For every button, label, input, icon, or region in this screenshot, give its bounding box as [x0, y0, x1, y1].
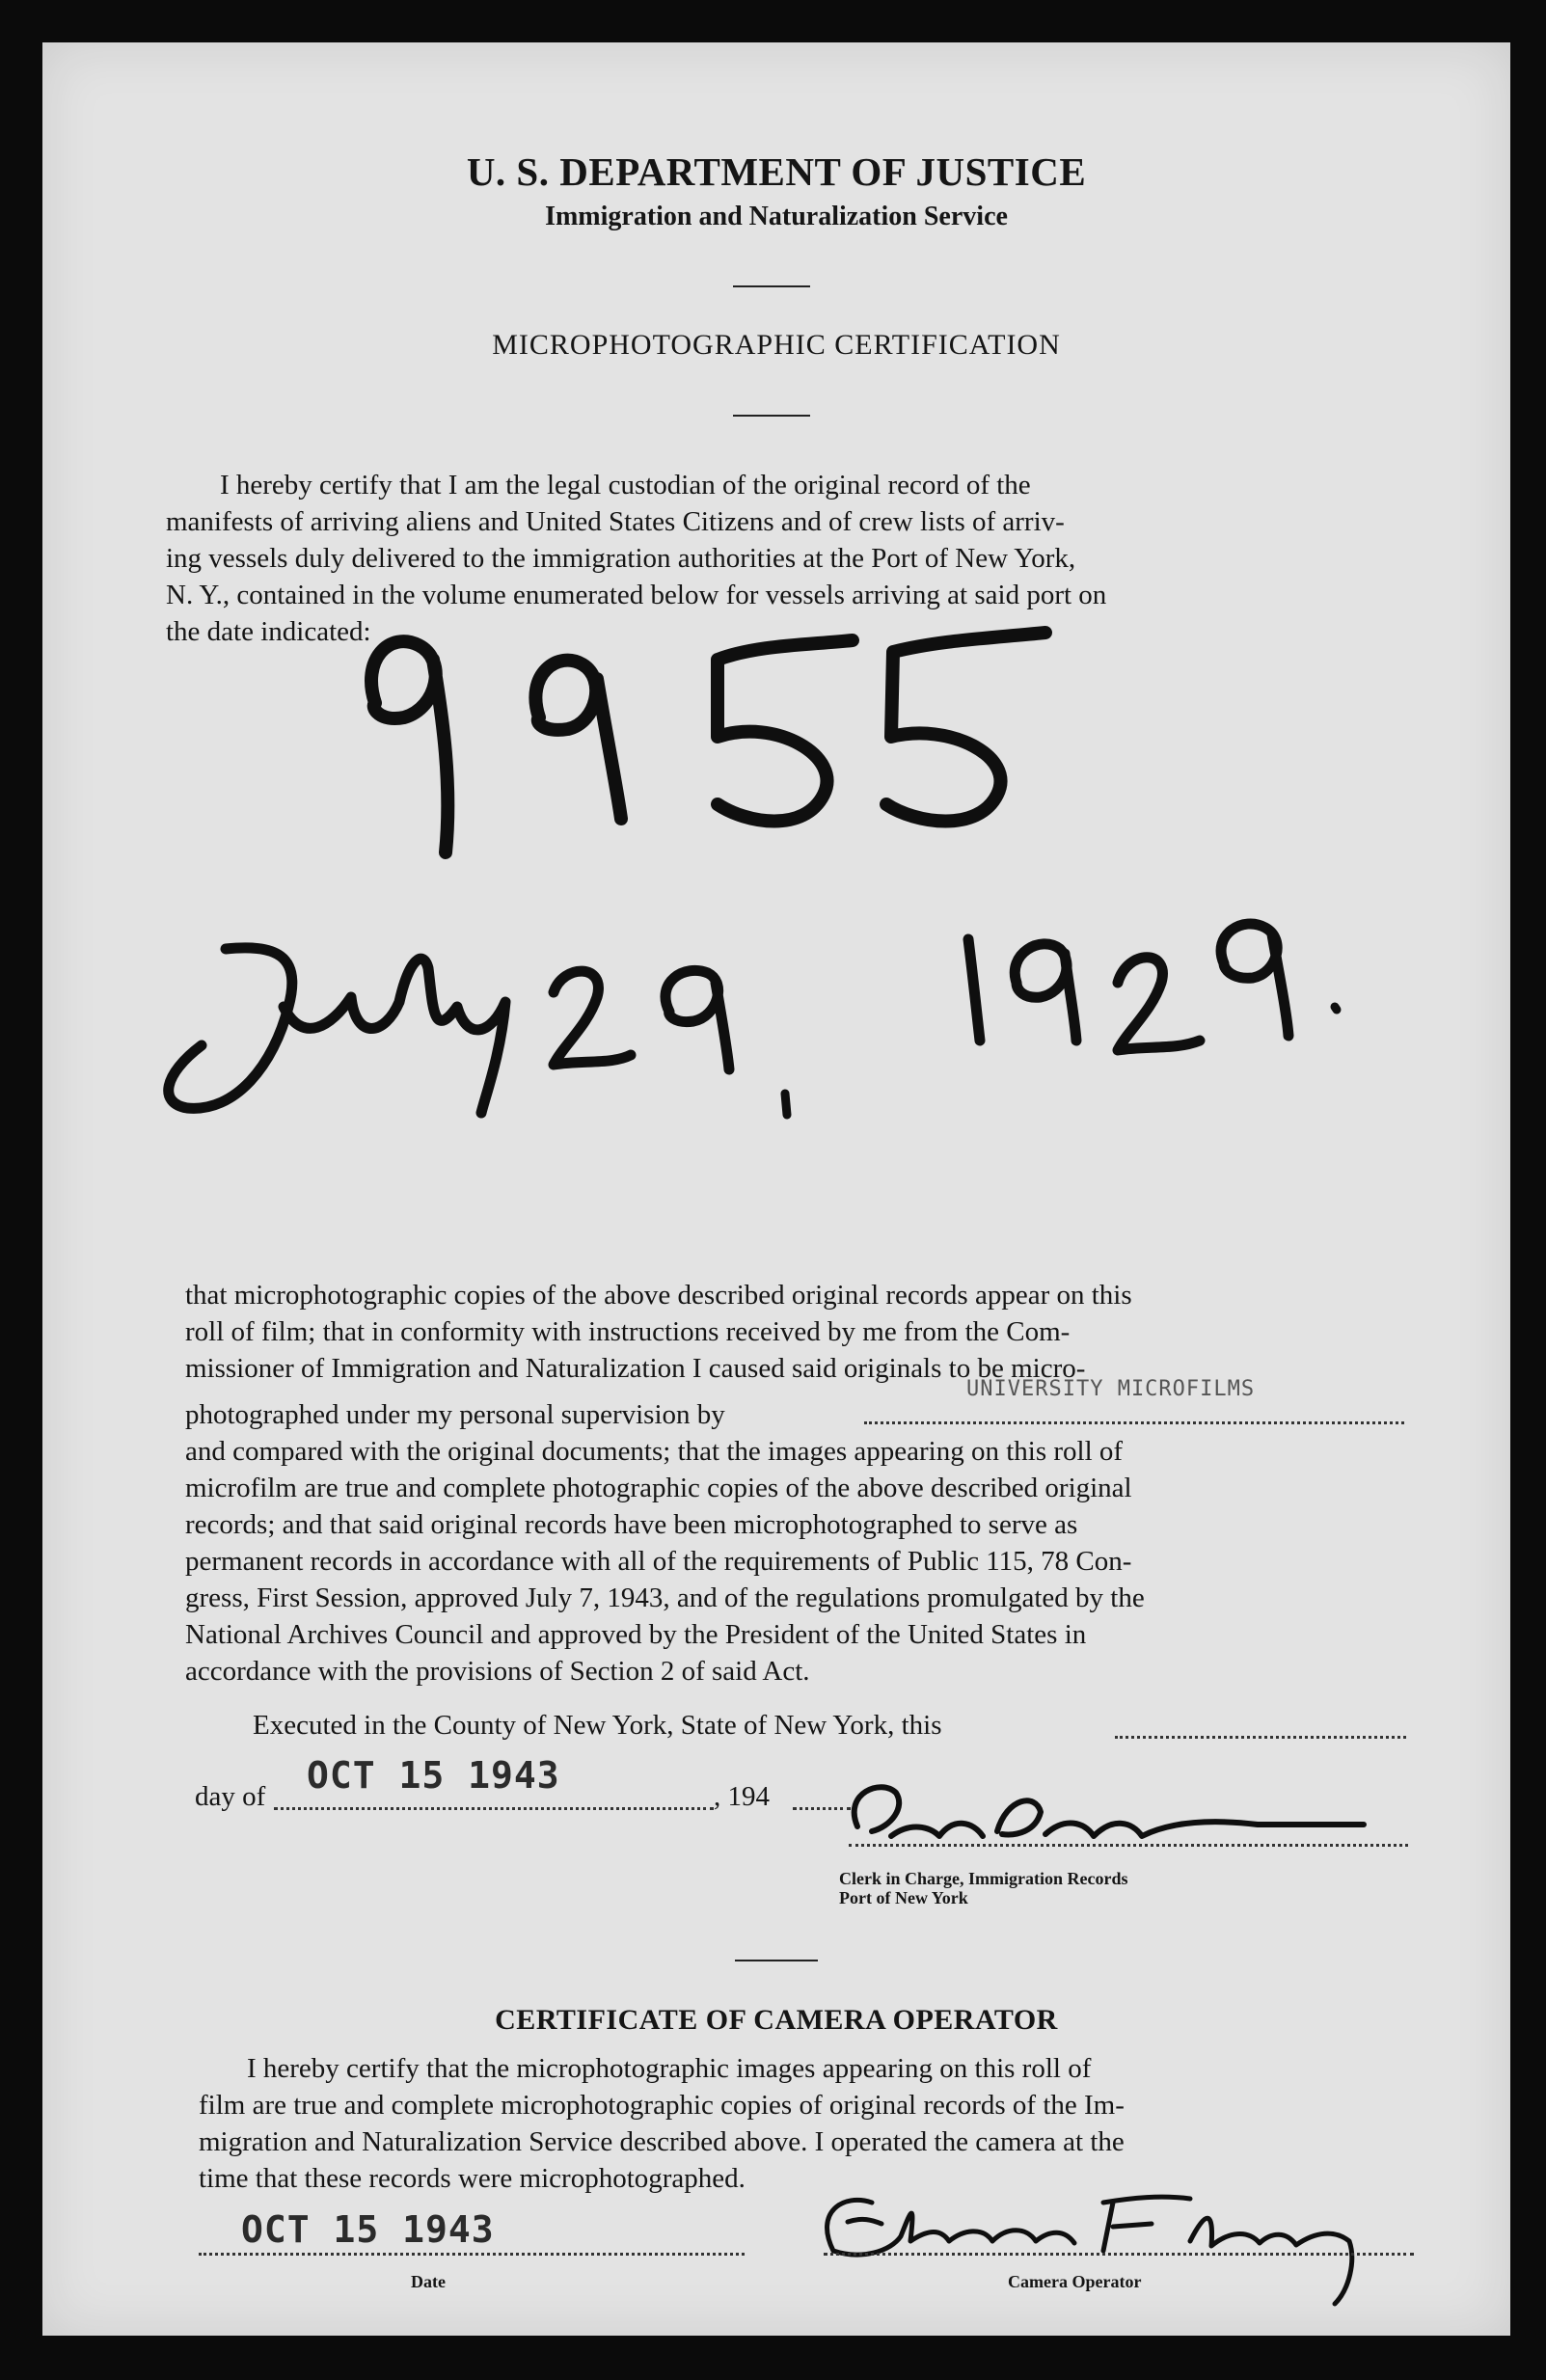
department-title: U. S. DEPARTMENT OF JUSTICE: [466, 149, 1087, 194]
body-line: accordance with the provisions of Section 2 of said Act.: [185, 1656, 810, 1687]
camera-date-label: Date: [411, 2272, 446, 2291]
cert-line: ing vessels duly delivered to the immigration authorities at the Port of New York,: [166, 543, 1076, 574]
cert-line: manifests of arriving aliens and United States Citizens and of crew lists of arriv-: [166, 506, 1065, 537]
body-line: gress, First Session, approved July 7, 1943, and of the regulations promulgated by the: [185, 1582, 1145, 1613]
camera-line: film are true and complete microphotographic copies of original records of the Im-: [199, 2090, 1125, 2121]
cert-line: N. Y., contained in the volume enumerated below for vessels arriving at said port on: [166, 580, 1107, 610]
certificate-sheet: [42, 42, 1510, 2336]
body-line: roll of film; that in conformity with instructions received by me from the Com-: [185, 1316, 1071, 1347]
body-line: records; and that said original records have been microphotographed to serve as: [185, 1509, 1078, 1540]
camera-line: migration and Naturalization Service described above. I operated the camera at the: [199, 2126, 1125, 2157]
operator-signature-line: [824, 2253, 1414, 2256]
year-prefix: , 194: [714, 1781, 770, 1812]
clerk-port: Port of New York: [839, 1888, 968, 1907]
camera-line: I hereby certify that the microphotographic images appearing on this roll of: [247, 2053, 1092, 2084]
clerk-title: Clerk in Charge, Immigration Records: [839, 1869, 1128, 1888]
execution-date-stamp: OCT 15 1943: [307, 1754, 560, 1797]
camera-line: time that these records were microphotographed.: [199, 2163, 746, 2194]
cert-line: the date indicated:: [166, 616, 371, 647]
body-line: and compared with the original documents; that the images appearing on this roll of: [185, 1436, 1124, 1467]
microfilm-stamp: UNIVERSITY MICROFILMS: [966, 1377, 1256, 1401]
camera-operator-signature: [42, 42, 1510, 2336]
day-of-label: day of: [195, 1781, 266, 1812]
camera-operator-heading: CERTIFICATE OF CAMERA OPERATOR: [495, 2004, 1058, 2036]
body-line: permanent records in accordance with all of the requirements of Public 115, 78 Con-: [185, 1546, 1132, 1577]
body-line: microfilm are true and complete photographic copies of the above described original: [185, 1473, 1132, 1503]
body-line: missioner of Immigration and Naturalization I caused said originals to be micro-: [185, 1353, 1086, 1384]
certification-heading: MICROPHOTOGRAPHIC CERTIFICATION: [492, 329, 1061, 361]
camera-date-stamp: OCT 15 1943: [241, 2208, 495, 2251]
body-line: National Archives Council and approved by the President of the United States in: [185, 1619, 1087, 1650]
supervision-text: photographed under my personal supervision by: [185, 1399, 725, 1430]
service-subtitle: Immigration and Naturalization Service: [545, 202, 1008, 231]
executed-text: Executed in the County of New York, State of New York, this: [253, 1710, 942, 1741]
body-line: that microphotographic copies of the above described original records appear on this: [185, 1280, 1132, 1311]
cert-line: I hereby certify that I am the legal custodian of the original record of the: [220, 470, 1031, 500]
camera-operator-label: Camera Operator: [1008, 2272, 1142, 2291]
